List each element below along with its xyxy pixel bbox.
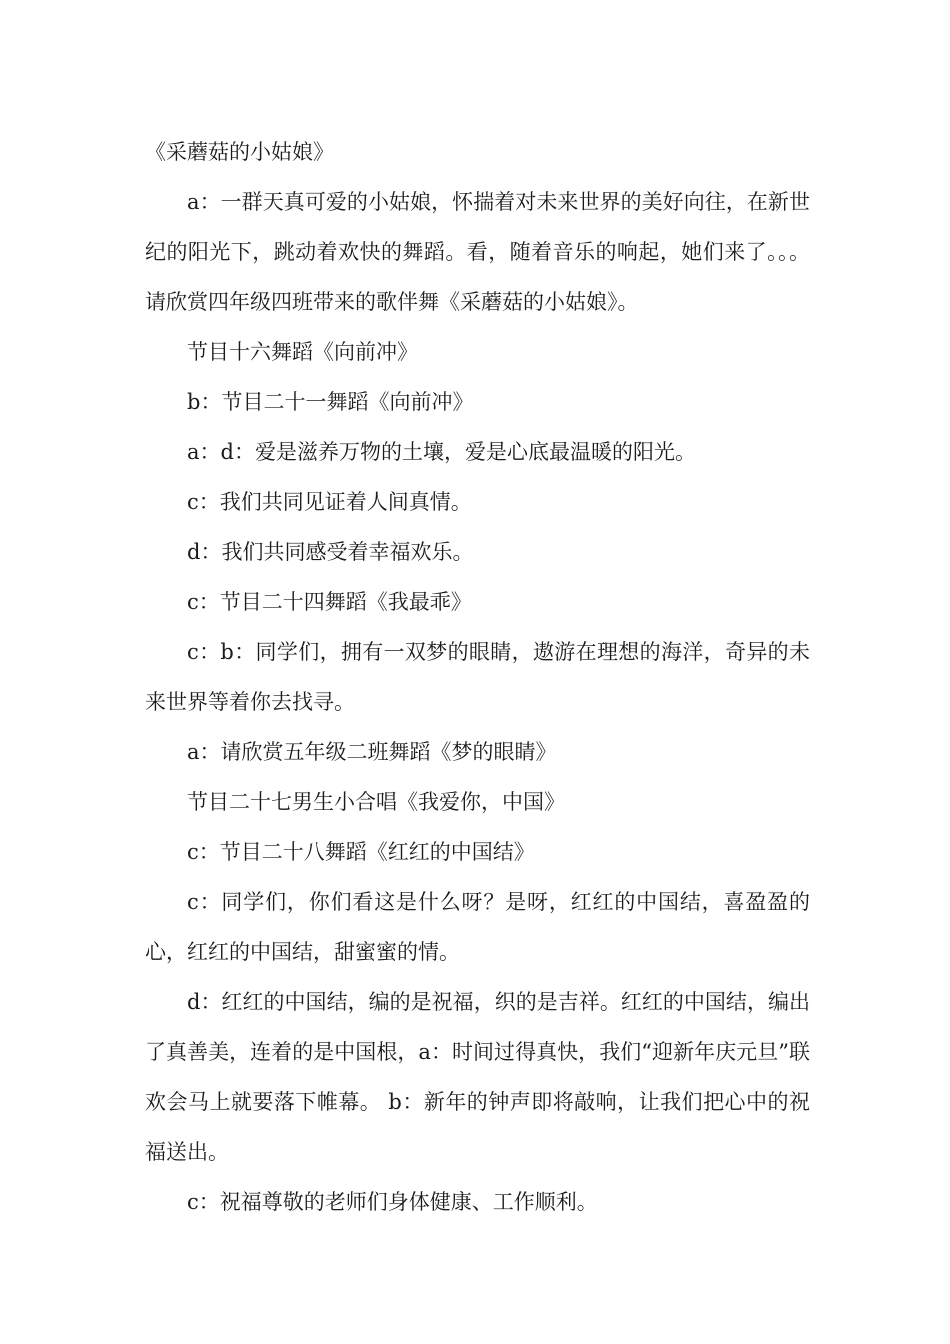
paragraph-program-16: 节目十六舞蹈《向前冲》	[187, 340, 418, 364]
paragraph-program-27: 节目二十七男生小合唱《我爱你，中国》	[187, 790, 565, 814]
paragraph-program-24: c：节目二十四舞蹈《我最乖》	[187, 590, 472, 614]
paragraph-closing-remarks: d：红红的中国结，编的是祝福，织的是吉祥。红红的中国结，编出了真善美，连着的是中国根，a：时间过得真快，我们“迎新年庆元旦”联欢会马上就要落下帷幕。 b：新年的钟声即将敲响，让我们把心中的祝福送出。	[145, 990, 810, 1164]
paragraph-dream-eyes-program: a：请欣赏五年级二班舞蹈《梦的眼睛》	[187, 740, 557, 764]
paragraph-witness-line: c：我们共同见证着人间真情。	[187, 490, 472, 514]
paragraph-chinese-knot-intro: c：同学们，你们看这是什么呀？是呀，红红的中国结，喜盈盈的心，红红的中国结，甜蜜蜜的情。	[145, 890, 810, 964]
paragraph-love-line: a：d：爱是滋养万物的土壤，爱是心底最温暖的阳光。	[187, 440, 696, 464]
document-body	[145, 127, 810, 1227]
paragraph-dream-eyes-intro: c：b：同学们，拥有一双梦的眼睛，遨游在理想的海洋，奇异的未来世界等着你去找寻。	[145, 640, 810, 714]
paragraph-program-21: b：节目二十一舞蹈《向前冲》	[187, 390, 474, 414]
paragraph-happiness-line: d：我们共同感受着幸福欢乐。	[187, 540, 474, 564]
paragraph-host-a-intro: a：一群天真可爱的小姑娘，怀揣着对未来世界的美好向往，在新世纪的阳光下，跳动着欢快的舞蹈。看，随着音乐的响起，她们来了。。。请欣赏四年级四班带来的歌伴舞《采蘑菇的小姑娘》。	[145, 190, 810, 314]
paragraph-program-title: 《采蘑菇的小姑娘》	[145, 140, 334, 164]
paragraph-teacher-blessing: c：祝福尊敬的老师们身体健康、工作顺利。	[187, 1190, 598, 1214]
paragraph-program-28: c：节目二十八舞蹈《红红的中国结》	[187, 840, 535, 864]
